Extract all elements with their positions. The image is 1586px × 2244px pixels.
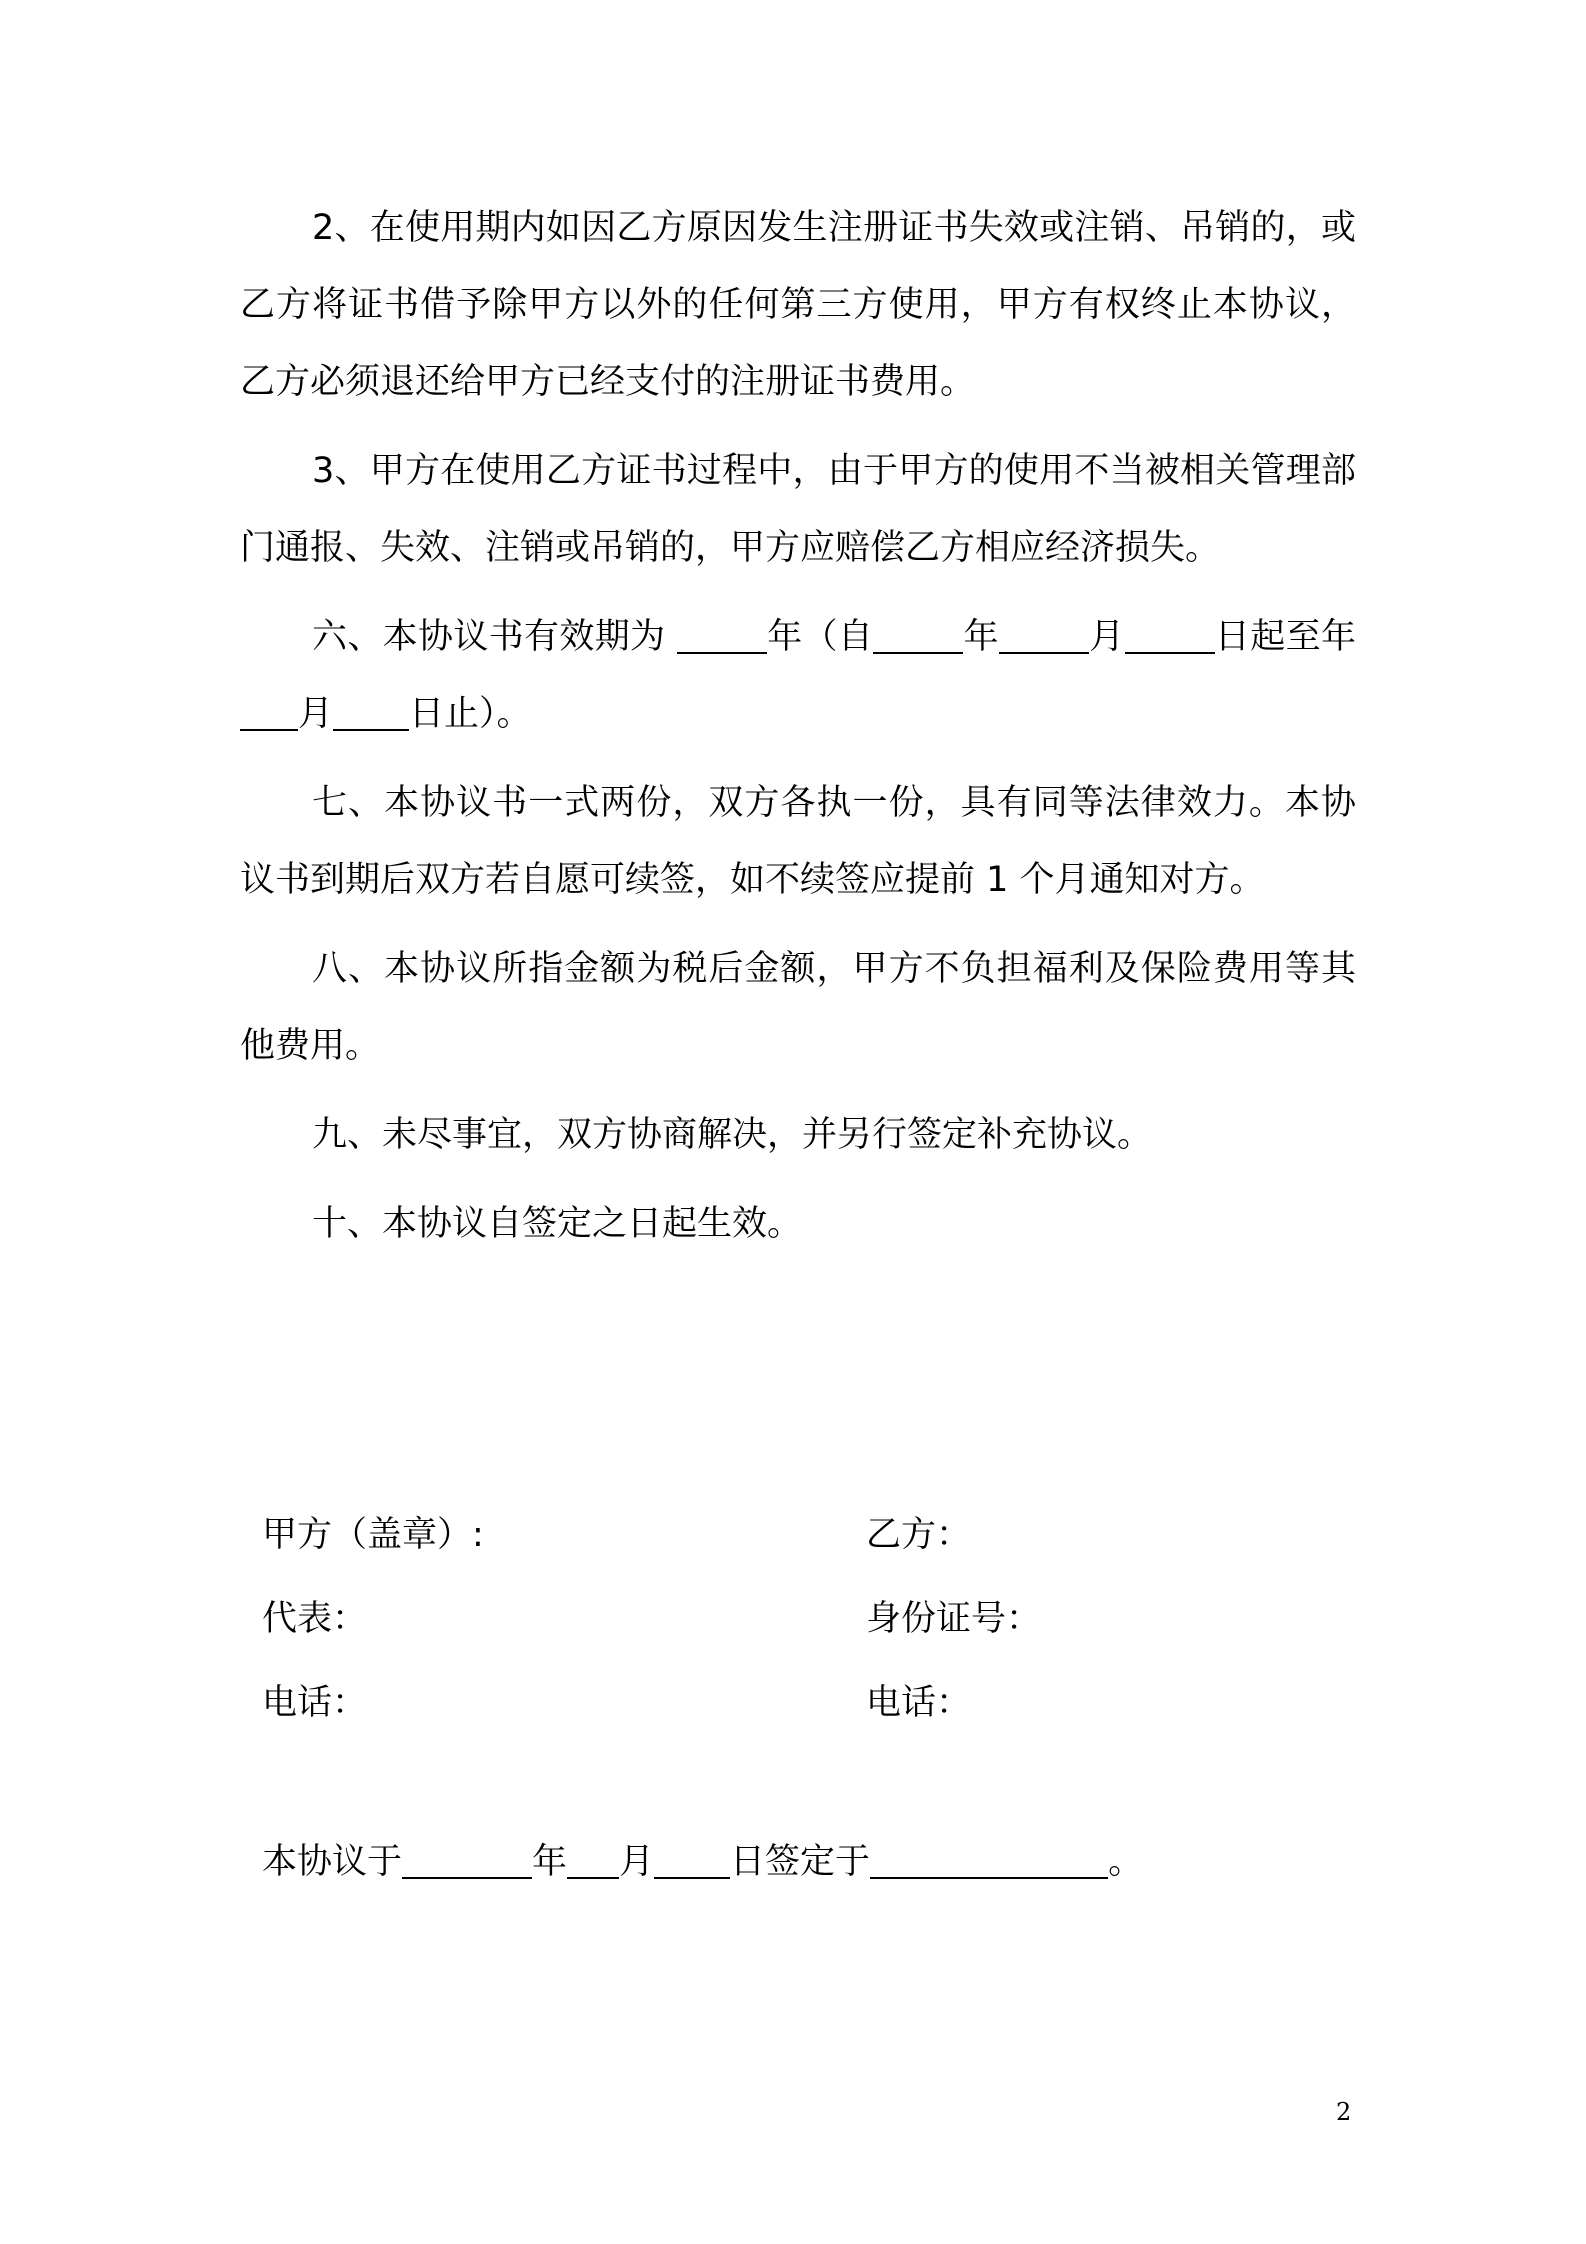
validity-years-blank: [677, 617, 767, 654]
signing-date-text-5: 。: [1108, 1842, 1144, 1882]
signature-row-phone: [262, 1658, 1322, 1742]
clause-9: 九、未尽事宜，双方协商解决，并另行签定补充协议。: [312, 1115, 1153, 1155]
signing-date-text-3: 月: [619, 1842, 655, 1882]
clause-2: 2、在使用期内如因乙方原因发生注册证书失效或注销、吊销的，或乙方将证书借予除甲方以外的任何第三方使用，甲方有权终止本协议，乙方必须退还给甲方已经支付的注册证书费用。: [240, 208, 1356, 402]
signing-date-text-4: 日签定于: [730, 1842, 871, 1882]
start-month-blank: [999, 617, 1089, 654]
start-year-blank: [873, 617, 963, 654]
party-a-phone-label: 电话：: [262, 1683, 368, 1723]
signing-date-text-2: 年: [532, 1842, 568, 1882]
signing-day-blank: [654, 1842, 730, 1879]
clause-6-text-7: 月: [298, 694, 334, 734]
page-number: 2: [1336, 2098, 1352, 2126]
clause-3: 3、甲方在使用乙方证书过程中，由于甲方的使用不当被相关管理部门通报、失效、注销或吊销的，甲方应赔偿乙方相应经济损失。: [240, 451, 1356, 568]
end-month-blank: [240, 694, 298, 731]
end-day-blank: [333, 694, 409, 731]
signature-row-identity: [262, 1574, 1322, 1658]
clause-6-text-5: 日起至: [1214, 617, 1321, 657]
signature-row-parties: [262, 1490, 1322, 1574]
signing-year-blank: [402, 1842, 532, 1879]
clause-6: [240, 599, 1356, 753]
signing-date-text-1: 本协议于: [262, 1842, 403, 1882]
clause-6-text-3: 年: [963, 617, 999, 657]
clause-6-text-8: 日止）。: [409, 694, 532, 734]
start-day-blank: [1125, 617, 1215, 654]
signing-place-blank: [870, 1842, 1108, 1879]
id-number-label: 身份证号：: [866, 1599, 1042, 1639]
clause-6-text-6: 年: [1320, 617, 1356, 657]
party-a-label: 甲方（盖章）:: [262, 1515, 484, 1555]
party-b-label: 乙方：: [866, 1515, 972, 1555]
representative-label: 代表：: [262, 1599, 368, 1639]
signing-date-line: [262, 1832, 1143, 1892]
clause-8: 八、本协议所指金额为税后金额，甲方不负担福利及保险费用等其他费用。: [240, 949, 1356, 1066]
clause-6-text-4: 月: [1088, 617, 1125, 657]
party-b-phone-label: 电话：: [866, 1683, 972, 1723]
signature-block: [262, 1490, 1322, 1742]
agreement-body: [240, 190, 1356, 1275]
signing-month-blank: [567, 1842, 619, 1879]
clause-7: 七、本协议书一式两份，双方各执一份，具有同等法律效力。本协议书到期后双方若自愿可续签，如不续签应提前 1 个月通知对方。: [240, 783, 1356, 900]
clause-10: 十、本协议自签定之日起生效。: [312, 1204, 803, 1244]
clause-6-text-1: 六、本协议书有效期为: [312, 617, 666, 657]
clause-6-text-2: 年（自: [766, 617, 874, 657]
